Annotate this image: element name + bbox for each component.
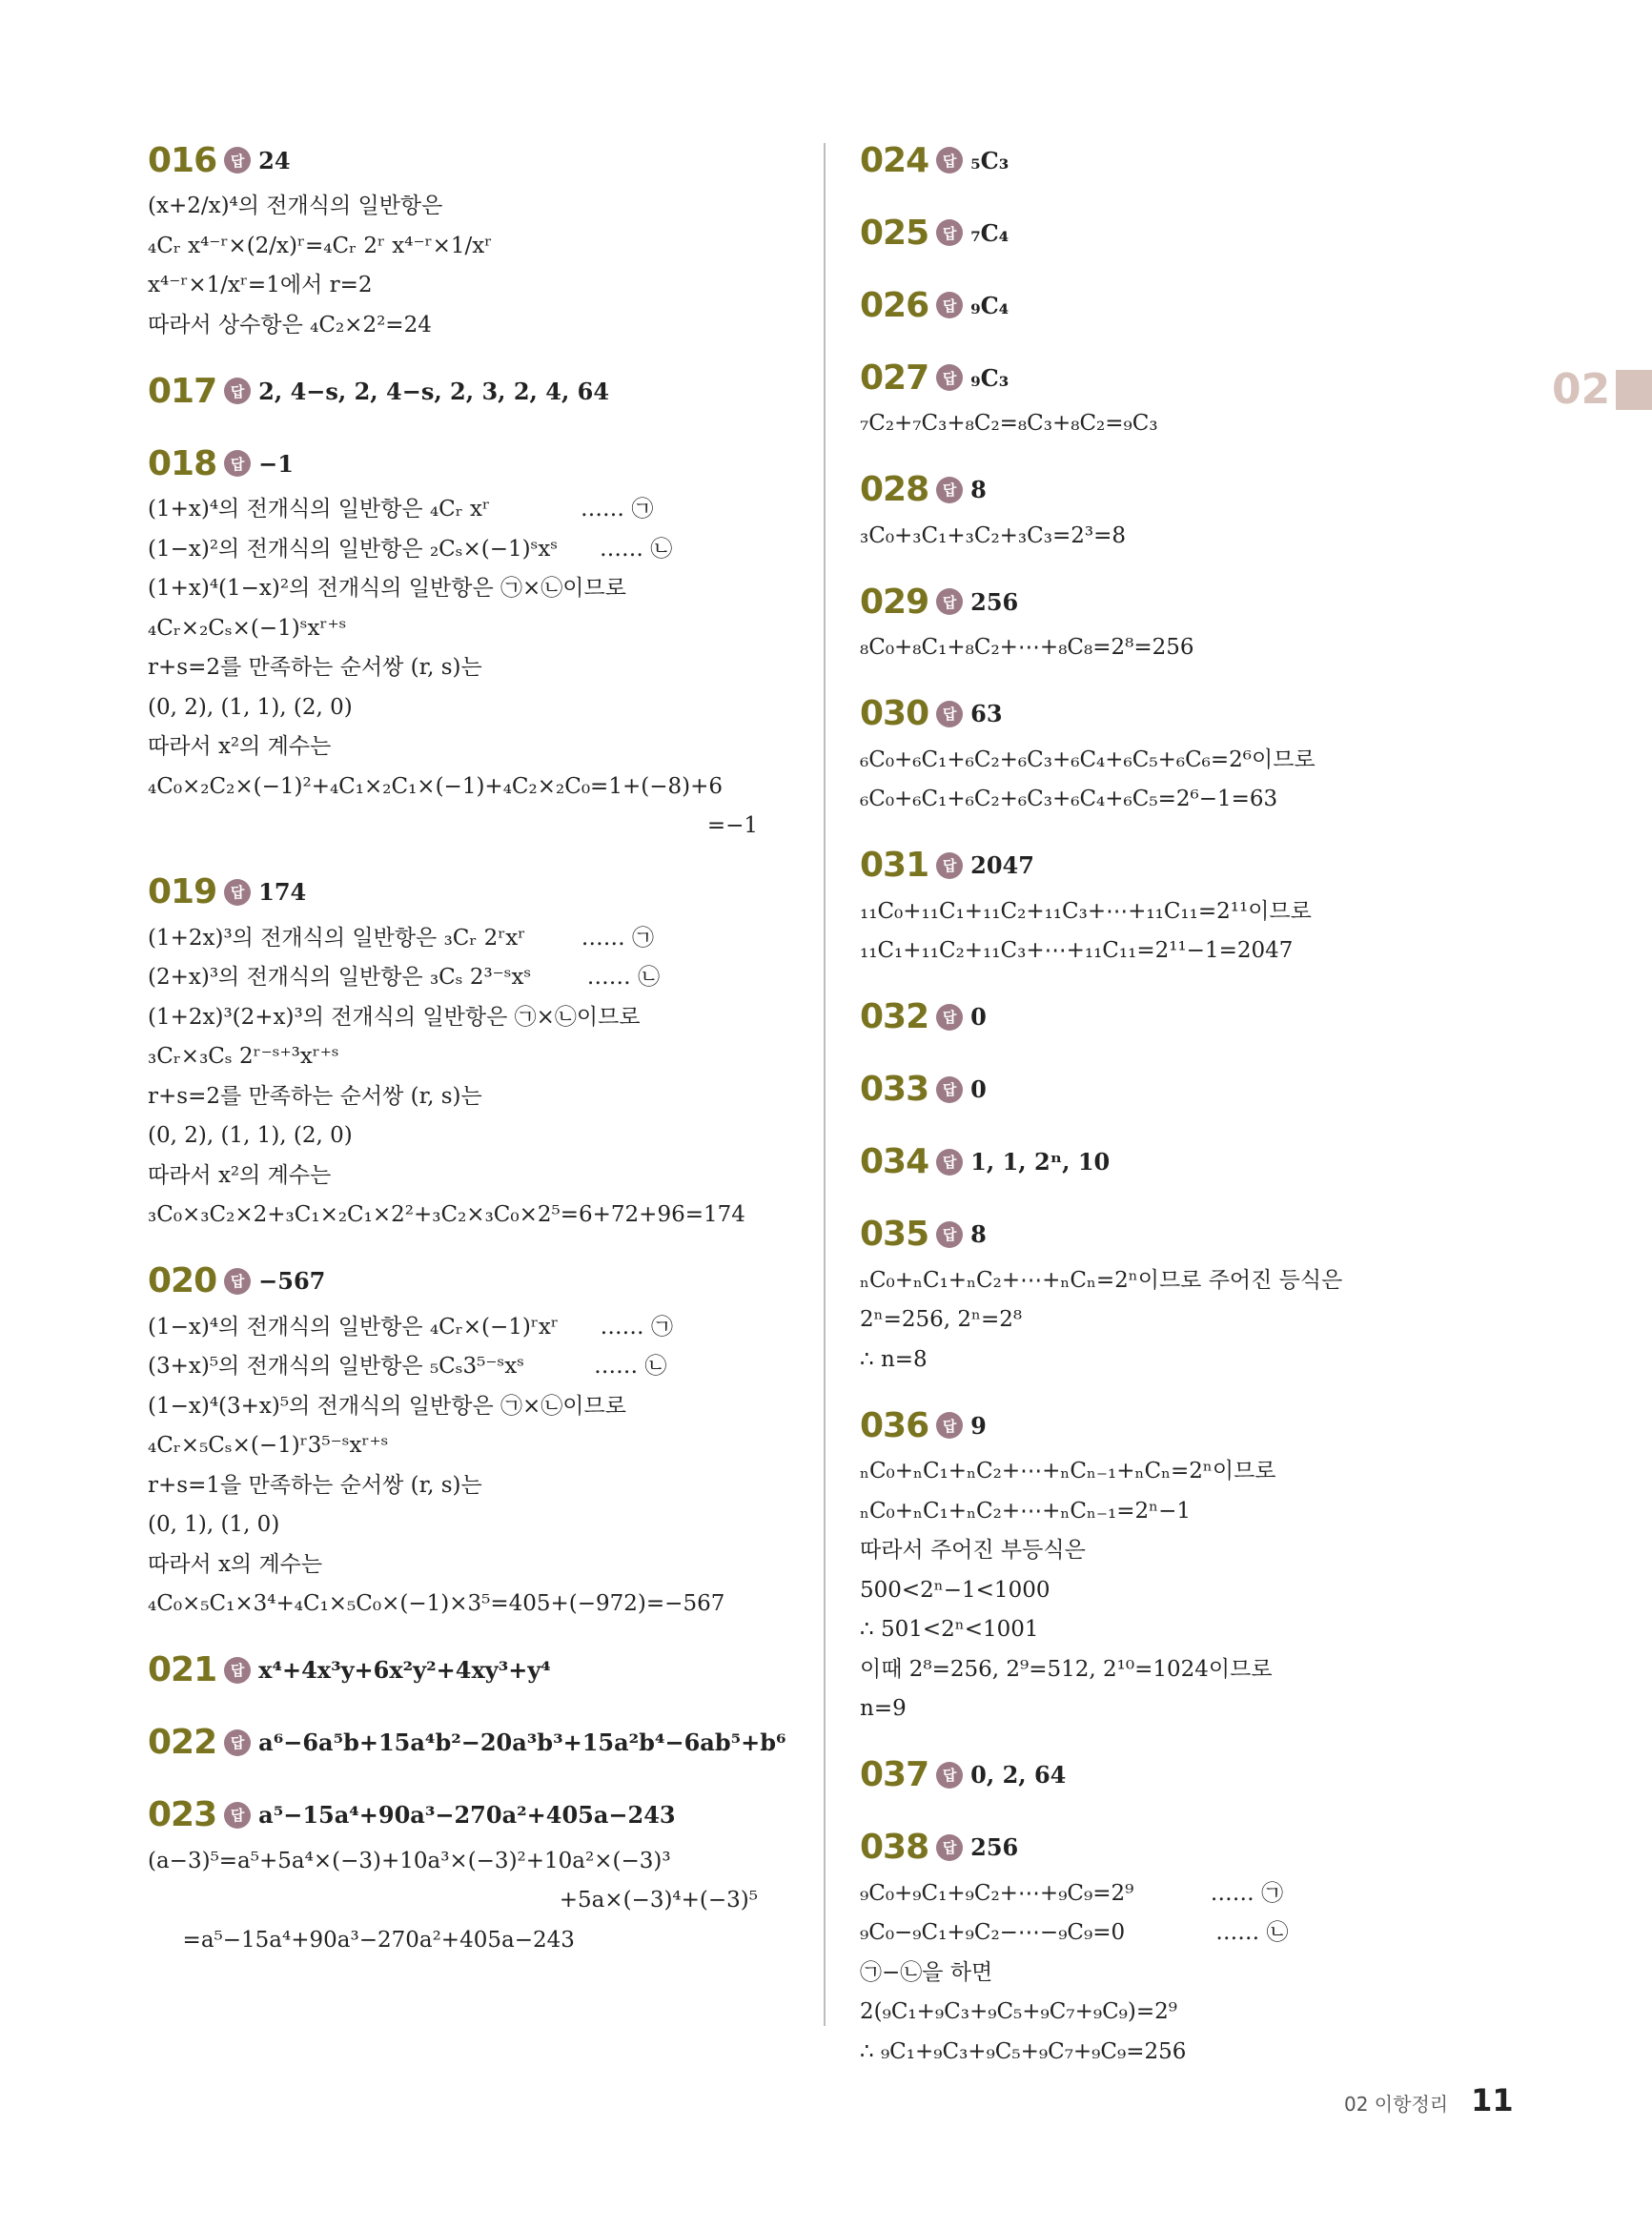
- problem-018: [148, 437, 796, 847]
- solution-line: (1−x)⁴(3+x)⁵의 전개식의 일반항은 ㉠×㉡이므로: [148, 1393, 626, 1419]
- solution-line: ₁₁C₁+₁₁C₂+₁₁C₃+⋯+₁₁C₁₁=2¹¹−1=2047: [860, 938, 1294, 963]
- problem-029: [860, 575, 1470, 668]
- solution-line: r+s=2를 만족하는 순서쌍 (r, s)는: [148, 655, 482, 680]
- problem-034: [860, 1135, 1470, 1189]
- solution-line: ∴ 501<2ⁿ<1001: [860, 1617, 1039, 1642]
- answer-value: 24: [258, 146, 291, 174]
- answer-badge: 답: [224, 1802, 251, 1829]
- problem-number: 034: [860, 1142, 929, 1181]
- answer-badge: 답: [936, 1004, 963, 1031]
- answer-badge: 답: [224, 1657, 251, 1684]
- left-column: [148, 133, 796, 1979]
- solution-line: ₈C₀+₈C₁+₈C₂+⋯+₈C₈=2⁸=256: [860, 635, 1194, 660]
- problem-number: 017: [148, 371, 217, 411]
- answer-badge: 답: [224, 1268, 251, 1295]
- solution-line: 이때 2⁸=256, 2⁹=512, 2¹⁰=1024이므로: [860, 1656, 1273, 1682]
- problem-header: [860, 1208, 1470, 1261]
- problem-header: [148, 1255, 796, 1308]
- problem-number: 029: [860, 582, 929, 622]
- problem-019: [148, 866, 796, 1236]
- problem-number: 032: [860, 997, 929, 1036]
- problem-number: 022: [148, 1723, 217, 1762]
- problem-032: [860, 991, 1470, 1044]
- problem-header: [148, 1644, 796, 1697]
- solution-line: ㉠−㉡을 하면: [860, 1959, 993, 1985]
- problem-number: 036: [860, 1405, 929, 1445]
- solution-line: 따라서 상수항은 ₄C₂×2²=24: [148, 312, 432, 338]
- solution-line: (1−x)²의 전개식의 일반항은 ₂Cₛ×(−1)ˢxˢ …… ㉡: [148, 536, 673, 562]
- solution-line: ₙC₀+ₙC₁+ₙC₂+⋯+ₙCₙ₋₁+ₙCₙ=2ⁿ이므로: [860, 1459, 1276, 1483]
- problem-header: [148, 364, 796, 418]
- solution-line: (1−x)⁴의 전개식의 일반항은 ₄Cᵣ×(−1)ʳxʳ …… ㉠: [148, 1314, 673, 1340]
- problem-number: 025: [860, 213, 929, 253]
- problem-number: 021: [148, 1650, 217, 1689]
- answer-badge: 답: [224, 879, 251, 906]
- answer-value: 9: [970, 1411, 987, 1440]
- solution-line: ∴ ₉C₁+₉C₃+₉C₅+₉C₇+₉C₉=256: [860, 2038, 1187, 2064]
- problem-header: [148, 866, 796, 919]
- problem-022: [148, 1716, 796, 1770]
- answer-badge: 답: [936, 147, 963, 174]
- answer-value: 8: [970, 476, 987, 503]
- answer-value: ₅C₃: [970, 146, 1010, 174]
- problem-023: [148, 1789, 796, 1961]
- chapter-tab-label: 02: [1552, 365, 1611, 414]
- solution-line: ₆C₀+₆C₁+₆C₂+₆C₃+₆C₄+₆C₅=2⁶−1=63: [860, 787, 1278, 811]
- answer-value: ₉C₄: [970, 291, 1010, 319]
- problem-030: [860, 687, 1470, 820]
- answer-badge: 답: [224, 147, 251, 174]
- solution-line: 따라서 x²의 계수는: [148, 734, 332, 759]
- problem-number: 016: [148, 140, 217, 180]
- solution-line: ₁₁C₀+₁₁C₁+₁₁C₂+₁₁C₃+⋯+₁₁C₁₁=2¹¹이므로: [860, 898, 1312, 924]
- answer-badge: 답: [936, 477, 963, 503]
- problem-024: [860, 133, 1470, 187]
- problem-038: [860, 1821, 1470, 2073]
- problem-header: [860, 687, 1470, 741]
- answer-badge: 답: [224, 1729, 251, 1756]
- page-footer: [1344, 2082, 1514, 2118]
- solution-line: x⁴⁻ʳ×1/xʳ=1에서 r=2: [148, 273, 373, 297]
- problem-037: [860, 1749, 1470, 1802]
- solution-line: 500<2ⁿ−1<1000: [860, 1577, 1050, 1603]
- solution-line: (0, 1), (1, 0): [148, 1512, 280, 1537]
- answer-badge: 답: [936, 1221, 963, 1248]
- problem-016: [148, 133, 796, 345]
- answer-value: 63: [970, 700, 1003, 727]
- answer-value: −567: [258, 1267, 326, 1295]
- answer-badge: 답: [224, 378, 251, 404]
- solution-line: 따라서 x²의 계수는: [148, 1162, 332, 1188]
- solution-line: ₄C₀×₅C₁×3⁴+₄C₁×₅C₀×(−1)×3⁵=405+(−972)=−567: [148, 1591, 725, 1616]
- answer-value: 256: [970, 1833, 1019, 1861]
- solution-line: ₃C₀+₃C₁+₃C₂+₃C₃=2³=8: [860, 522, 1126, 548]
- problem-number: 030: [860, 694, 929, 733]
- problem-number: 027: [860, 358, 929, 398]
- problem-number: 024: [860, 140, 929, 180]
- answer-value: 1, 1, 2ⁿ, 10: [970, 1148, 1111, 1176]
- answer-value: 8: [970, 1220, 987, 1248]
- answer-value: 2, 4−s, 2, 4−s, 2, 3, 2, 4, 64: [258, 377, 610, 405]
- problem-028: [860, 463, 1470, 557]
- solution-line: ₄Cᵣ×₂Cₛ×(−1)ˢxʳ⁺ˢ: [148, 615, 347, 641]
- problem-036: [860, 1399, 1470, 1729]
- answer-badge: 답: [936, 292, 963, 318]
- problem-number: 033: [860, 1070, 929, 1109]
- problem-number: 037: [860, 1755, 929, 1794]
- problem-number: 038: [860, 1828, 929, 1867]
- solution-line: ₙC₀+ₙC₁+ₙC₂+⋯+ₙCₙ=2ⁿ이므로 주어진 등식은: [860, 1267, 1343, 1293]
- answer-value: 256: [970, 587, 1019, 616]
- problem-header: [148, 437, 796, 490]
- solution-line: (0, 2), (1, 1), (2, 0): [148, 1123, 353, 1148]
- answer-badge: 답: [936, 701, 963, 727]
- solution-line: 2(₉C₁+₉C₃+₉C₅+₉C₇+₉C₉)=2⁹: [860, 1999, 1177, 2024]
- solution-line: +5a×(−3)⁴+(−3)⁵: [559, 1888, 758, 1913]
- problem-033: [860, 1063, 1470, 1116]
- solution-line: r+s=2를 만족하는 순서쌍 (r, s)는: [148, 1083, 482, 1109]
- solution-line: ₄C₀×₂C₂×(−1)²+₄C₁×₂C₁×(−1)+₄C₂×₂C₀=1+(−8)+6: [148, 773, 723, 799]
- answer-value: 0: [970, 1003, 987, 1031]
- solution-line: ₙC₀+ₙC₁+ₙC₂+⋯+ₙCₙ₋₁=2ⁿ−1: [860, 1498, 1192, 1524]
- chapter-tab-block: [1616, 370, 1652, 410]
- answer-badge: 답: [936, 219, 963, 246]
- answer-badge: 답: [936, 364, 963, 391]
- solution-line: (0, 2), (1, 1), (2, 0): [148, 694, 353, 720]
- page-number: 11: [1471, 2082, 1514, 2118]
- solution-line: =−1: [706, 813, 758, 838]
- problem-number: 035: [860, 1215, 929, 1254]
- problem-header: [860, 1749, 1470, 1802]
- problem-number: 018: [148, 443, 217, 483]
- solution-line: (3+x)⁵의 전개식의 일반항은 ₅Cₛ3⁵⁻ˢxˢ …… ㉡: [148, 1354, 667, 1379]
- problem-header: [860, 133, 1470, 187]
- solution-line: 따라서 x의 계수는: [148, 1551, 323, 1577]
- answer-value: 0: [970, 1075, 987, 1103]
- solution-line: ₉C₀−₉C₁+₉C₂−⋯−₉C₉=0 …… ㉡: [860, 1920, 1289, 1945]
- answer-value: a⁶−6a⁵b+15a⁴b²−20a³b³+15a²b⁴−6ab⁵+b⁶: [258, 1729, 786, 1756]
- answer-badge: 답: [936, 852, 963, 879]
- problem-header: [860, 1821, 1470, 1874]
- footer-chapter: 02 이항정리: [1344, 2093, 1449, 2116]
- answer-value: 174: [258, 878, 307, 906]
- solution-line: (x+2/x)⁴의 전개식의 일반항은: [148, 194, 443, 218]
- problem-header: [860, 1399, 1470, 1452]
- problem-025: [860, 206, 1470, 259]
- problem-027: [860, 351, 1470, 444]
- problem-header: [860, 991, 1470, 1044]
- solution-line: ∴ n=8: [860, 1346, 928, 1372]
- chapter-side-tab: [1552, 365, 1652, 414]
- answer-badge: 답: [224, 450, 251, 477]
- solution-line: ₃C₀×₃C₂×2+₃C₁×₂C₁×2²+₃C₂×₃C₀×2⁵=6+72+96=174: [148, 1202, 745, 1227]
- problem-header: [148, 133, 796, 187]
- answer-badge: 답: [936, 1412, 963, 1439]
- solution-line: ₆C₀+₆C₁+₆C₂+₆C₃+₆C₄+₆C₅+₆C₆=2⁶이므로: [860, 747, 1315, 772]
- problem-header: [860, 575, 1470, 628]
- problem-number: 031: [860, 846, 929, 885]
- problem-021: [148, 1644, 796, 1697]
- solution-line: ₃Cᵣ×₃Cₛ 2ʳ⁻ˢ⁺³xʳ⁺ˢ: [148, 1044, 339, 1069]
- problem-header: [860, 1135, 1470, 1189]
- solution-line: n=9: [860, 1696, 907, 1721]
- problem-026: [860, 278, 1470, 332]
- answer-value: −1: [258, 449, 294, 478]
- answer-badge: 답: [936, 1076, 963, 1103]
- answer-value: ₇C₄: [970, 218, 1010, 247]
- problem-number: 019: [148, 872, 217, 911]
- solution-line: (1+2x)³(2+x)³의 전개식의 일반항은 ㉠×㉡이므로: [148, 1004, 641, 1030]
- problem-header: [860, 278, 1470, 332]
- problem-035: [860, 1208, 1470, 1381]
- solution-line: ₉C₀+₉C₁+₉C₂+⋯+₉C₉=2⁹ …… ㉠: [860, 1880, 1284, 1906]
- answer-badge: 답: [936, 1149, 963, 1176]
- solution-line: r+s=1을 만족하는 순서쌍 (r, s)는: [148, 1472, 482, 1498]
- problem-number: 026: [860, 285, 929, 325]
- problem-header: [860, 839, 1470, 892]
- problem-number: 028: [860, 470, 929, 509]
- answer-value: a⁵−15a⁴+90a³−270a²+405a−243: [258, 1801, 676, 1829]
- solution-line: (2+x)³의 전개식의 일반항은 ₃Cₛ 2³⁻ˢxˢ …… ㉡: [148, 965, 661, 990]
- solution-line: 따라서 주어진 부등식은: [860, 1538, 1086, 1563]
- problem-number: 023: [148, 1795, 217, 1834]
- problem-header: [860, 463, 1470, 517]
- problem-017: [148, 364, 796, 418]
- answer-value: 0, 2, 64: [970, 1761, 1067, 1789]
- right-column: [860, 133, 1470, 2091]
- problem-header: [860, 1063, 1470, 1116]
- answer-value: 2047: [970, 851, 1034, 879]
- problem-header: [148, 1789, 796, 1842]
- answer-badge: 답: [936, 1762, 963, 1789]
- solution-line: 2ⁿ=256, 2ⁿ=2⁸: [860, 1307, 1023, 1332]
- solution-line: =a⁵−15a⁴+90a³−270a²+405a−243: [148, 1927, 575, 1953]
- answer-value: x⁴+4x³y+6x²y²+4xy³+y⁴: [258, 1656, 551, 1684]
- solution-line: (a−3)⁵=a⁵+5a⁴×(−3)+10a³×(−3)²+10a²×(−3)³: [148, 1848, 671, 1873]
- solution-line: (1+2x)³의 전개식의 일반항은 ₃Cᵣ 2ʳxʳ …… ㉠: [148, 925, 655, 951]
- column-divider: [824, 143, 826, 2026]
- problem-020: [148, 1255, 796, 1625]
- problem-header: [860, 351, 1470, 404]
- answer-badge: 답: [936, 588, 963, 615]
- solution-line: ₄Cᵣ×₅Cₛ×(−1)ʳ3⁵⁻ˢxʳ⁺ˢ: [148, 1433, 389, 1458]
- answer-badge: 답: [936, 1834, 963, 1861]
- solution-line: (1+x)⁴(1−x)²의 전개식의 일반항은 ㉠×㉡이므로: [148, 576, 626, 601]
- answer-value: ₉C₃: [970, 363, 1010, 392]
- solution-line: ₇C₂+₇C₃+₈C₂=₈C₃+₈C₂=₉C₃: [860, 411, 1158, 436]
- solution-line: ₄Cᵣ x⁴⁻ʳ×(2/x)ʳ=₄Cᵣ 2ʳ x⁴⁻ʳ×1/xʳ: [148, 233, 493, 258]
- problem-header: [860, 206, 1470, 259]
- problem-number: 020: [148, 1261, 217, 1300]
- problem-031: [860, 839, 1470, 972]
- problem-header: [148, 1716, 796, 1770]
- solution-line: (1+x)⁴의 전개식의 일반항은 ₄Cᵣ xʳ …… ㉠: [148, 497, 654, 522]
